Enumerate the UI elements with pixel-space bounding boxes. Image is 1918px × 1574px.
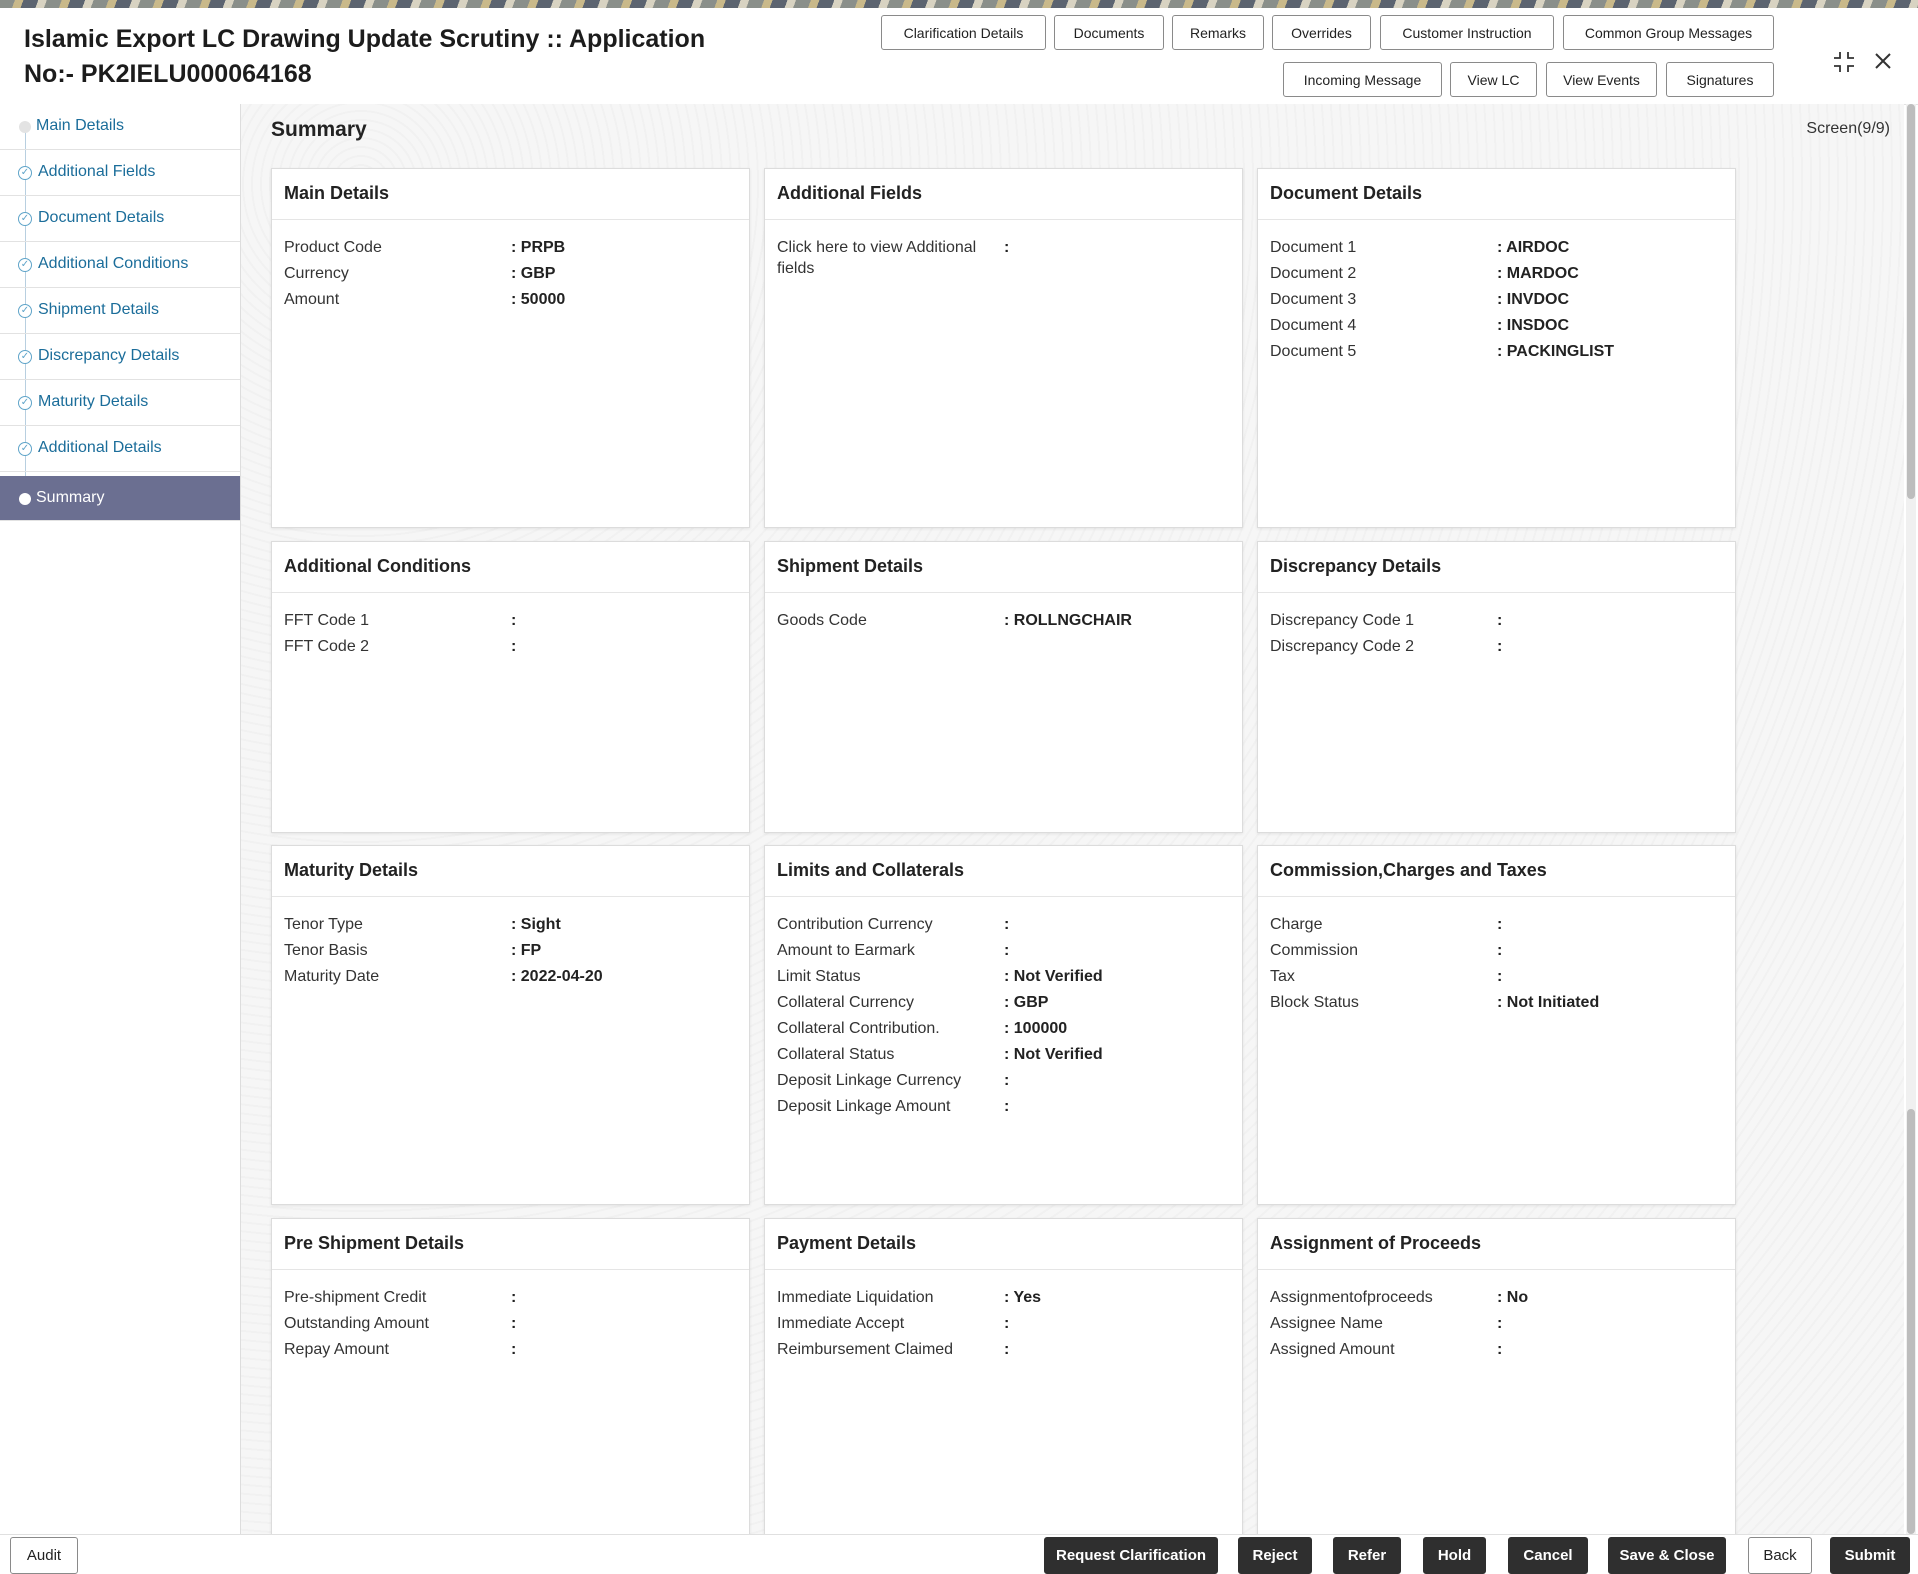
field-value: : 100000 — [1004, 1020, 1068, 1037]
field-value: : Not Verified — [1004, 1046, 1103, 1063]
field-row — [272, 914, 749, 940]
field-row — [272, 940, 749, 966]
card-document-details — [1257, 168, 1736, 528]
sidebar-item-additional-conditions[interactable] — [0, 242, 240, 288]
field-row — [765, 1044, 1242, 1070]
field-label: FFT Code 1 — [284, 612, 370, 629]
check-circle-icon: ✓ — [18, 396, 32, 410]
check-circle-icon: ✓ — [18, 258, 32, 272]
field-label: Amount to Earmark — [777, 942, 915, 959]
field-label: Reimbursement Claimed — [777, 1341, 954, 1358]
field-label: Commission — [1270, 942, 1359, 959]
field-label: Document 5 — [1270, 343, 1357, 360]
field-value: : — [1497, 916, 1503, 933]
field-value: : — [1004, 1315, 1010, 1332]
field-value: : — [1497, 612, 1503, 629]
incoming-message-button[interactable]: Incoming Message — [1283, 62, 1442, 97]
field-value: : Sight — [511, 916, 561, 933]
field-row — [1258, 1339, 1735, 1365]
field-value: : — [1497, 638, 1503, 655]
field-label: Amount — [284, 291, 340, 308]
field-label: Tenor Basis — [284, 942, 368, 959]
field-row — [765, 237, 1242, 283]
view-lc-button[interactable]: View LC — [1450, 62, 1537, 97]
field-value: : Not Verified — [1004, 968, 1103, 985]
field-value: : — [1497, 942, 1503, 959]
field-label: Block Status — [1270, 994, 1359, 1011]
sidebar-nav — [0, 104, 241, 1534]
field-row — [765, 1339, 1242, 1365]
customer-instruction-button[interactable]: Customer Instruction — [1380, 15, 1554, 50]
action-footer — [0, 1534, 1918, 1574]
view-events-button[interactable]: View Events — [1546, 62, 1657, 97]
field-value: : — [511, 612, 517, 629]
card-main-details — [271, 168, 750, 528]
field-value: : — [1004, 1072, 1010, 1089]
field-row — [765, 1070, 1242, 1096]
field-row — [765, 1018, 1242, 1044]
card-additional-conditions — [271, 541, 750, 833]
field-row — [1258, 1287, 1735, 1313]
field-label: Contribution Currency — [777, 916, 933, 933]
summary-content — [241, 104, 1904, 1534]
card-title: Pre Shipment Details — [272, 1219, 749, 1270]
field-label: Document 3 — [1270, 291, 1357, 308]
save-close-button[interactable]: Save & Close — [1608, 1537, 1726, 1574]
field-label: Assignee Name — [1270, 1315, 1383, 1332]
card-title: Document Details — [1258, 169, 1735, 220]
field-label: Tax — [1270, 968, 1295, 985]
field-label: Collateral Contribution. — [777, 1020, 940, 1037]
clarification-details-button[interactable]: Clarification Details — [881, 15, 1046, 50]
field-value: : — [1497, 1341, 1503, 1358]
card-limits-and-collaterals — [764, 845, 1243, 1205]
field-value: : — [511, 1341, 517, 1358]
field-label: Currency — [284, 265, 349, 282]
sidebar-item-label: Document Details — [38, 209, 165, 226]
field-row — [1258, 610, 1735, 636]
page-title: Summary — [271, 118, 367, 141]
field-row — [765, 992, 1242, 1018]
field-value: : AIRDOC — [1497, 239, 1570, 256]
field-row — [272, 237, 749, 263]
vertical-scrollbar[interactable] — [1906, 104, 1916, 1534]
field-value: : — [1004, 239, 1010, 256]
field-row — [1258, 237, 1735, 263]
sidebar-item-main-details[interactable] — [0, 104, 240, 150]
field-row — [272, 263, 749, 289]
field-row — [765, 914, 1242, 940]
card-title: Limits and Collaterals — [765, 846, 1242, 897]
field-value: : MARDOC — [1497, 265, 1579, 282]
check-circle-icon: ✓ — [18, 304, 32, 318]
card-title: Maturity Details — [272, 846, 749, 897]
field-row — [1258, 315, 1735, 341]
field-label: Deposit Linkage Currency — [777, 1072, 962, 1089]
field-label: Product Code — [284, 239, 382, 256]
sidebar-item-additional-details[interactable] — [0, 426, 240, 472]
field-row — [272, 1287, 749, 1313]
sidebar-item-document-details[interactable] — [0, 196, 240, 242]
field-row — [272, 610, 749, 636]
card-title: Shipment Details — [765, 542, 1242, 593]
common-group-messages-button[interactable]: Common Group Messages — [1563, 15, 1774, 50]
card-title: Assignment of Proceeds — [1258, 1219, 1735, 1270]
field-label: Assigned Amount — [1270, 1341, 1395, 1358]
page-header-title: Islamic Export LC Drawing Update Scrutiny :: Application No:- PK2IELU000064168 — [24, 25, 706, 88]
signatures-button[interactable]: Signatures — [1666, 62, 1774, 97]
field-label: Maturity Date — [284, 968, 380, 985]
field-row — [1258, 289, 1735, 315]
field-row — [765, 966, 1242, 992]
field-value: : — [511, 1289, 517, 1306]
sidebar-item-label: Additional Fields — [38, 163, 156, 180]
field-value: : 50000 — [511, 291, 566, 308]
field-value: : — [1497, 968, 1503, 985]
field-value: : FP — [511, 942, 542, 959]
reject-button[interactable]: Reject — [1238, 1537, 1312, 1574]
card-title: Additional Conditions — [272, 542, 749, 593]
field-value: : INSDOC — [1497, 317, 1569, 334]
field-row — [1258, 263, 1735, 289]
field-row — [272, 1339, 749, 1365]
screen-counter: Screen(9/9) — [1806, 120, 1890, 137]
overrides-button[interactable]: Overrides — [1272, 15, 1371, 50]
card-shipment-details — [764, 541, 1243, 833]
card-maturity-details — [271, 845, 750, 1205]
sidebar-item-maturity-details[interactable] — [0, 380, 240, 426]
field-row — [765, 610, 1242, 636]
step-dot-icon — [19, 121, 31, 133]
field-value: : GBP — [511, 265, 556, 282]
card-title: Payment Details — [765, 1219, 1242, 1270]
field-label: Tenor Type — [284, 916, 363, 933]
documents-button[interactable]: Documents — [1054, 15, 1164, 50]
field-row — [272, 636, 749, 662]
audit-button[interactable]: Audit — [10, 1537, 78, 1574]
field-row — [765, 1287, 1242, 1313]
sidebar-item-label: Maturity Details — [38, 393, 149, 410]
field-row — [765, 940, 1242, 966]
field-label: Limit Status — [777, 968, 861, 985]
back-button[interactable]: Back — [1748, 1537, 1812, 1574]
check-circle-icon: ✓ — [18, 166, 32, 180]
field-label: Immediate Accept — [777, 1315, 905, 1332]
field-label: Document 4 — [1270, 317, 1357, 334]
close-icon[interactable] — [1872, 50, 1894, 78]
hold-button[interactable]: Hold — [1423, 1537, 1486, 1574]
sidebar-item-label: Additional Details — [38, 439, 162, 456]
field-value: : No — [1497, 1289, 1529, 1306]
field-row — [765, 1313, 1242, 1339]
field-row — [272, 1313, 749, 1339]
check-circle-icon: ✓ — [18, 442, 32, 456]
sidebar-item-label: Additional Conditions — [38, 255, 189, 272]
field-label: Charge — [1270, 916, 1323, 933]
view-additional-fields-link[interactable]: Click here to view Additional fields — [777, 239, 977, 277]
refer-button[interactable]: Refer — [1333, 1537, 1401, 1574]
field-value: : — [1497, 1315, 1503, 1332]
field-row — [1258, 966, 1735, 992]
field-label: Discrepancy Code 2 — [1270, 638, 1415, 655]
field-value: : 2022-04-20 — [511, 968, 603, 985]
card-payment-details — [764, 1218, 1243, 1548]
top-banner-strip — [0, 0, 1918, 8]
field-label: Assignmentofproceeds — [1270, 1289, 1433, 1306]
sidebar-item-label: Discrepancy Details — [38, 347, 180, 364]
card-discrepancy-details — [1257, 541, 1736, 833]
sidebar-item-label: Summary — [36, 489, 105, 506]
field-row — [765, 1096, 1242, 1122]
field-value: : — [511, 1315, 517, 1332]
collapse-icon[interactable] — [1832, 50, 1856, 80]
field-value: : PACKINGLIST — [1497, 343, 1615, 360]
field-value: : Yes — [1004, 1289, 1042, 1306]
field-value: : — [511, 638, 517, 655]
sidebar-item-shipment-details[interactable] — [0, 288, 240, 334]
field-label: FFT Code 2 — [284, 638, 370, 655]
field-row — [1258, 636, 1735, 662]
sidebar-item-discrepancy-details[interactable] — [0, 334, 240, 380]
request-clarification-button[interactable]: Request Clarification — [1044, 1537, 1218, 1574]
field-value: : PRPB — [511, 239, 566, 256]
field-row — [272, 289, 749, 315]
field-value: : ROLLNGCHAIR — [1004, 612, 1132, 629]
field-value: : — [1004, 1341, 1010, 1358]
field-value: : INVDOC — [1497, 291, 1569, 308]
field-label: Repay Amount — [284, 1341, 389, 1358]
step-dot-icon — [19, 493, 31, 505]
check-circle-icon: ✓ — [18, 350, 32, 364]
field-value: : GBP — [1004, 994, 1049, 1011]
card-title: Commission,Charges and Taxes — [1258, 846, 1735, 897]
field-label: Document 2 — [1270, 265, 1357, 282]
field-value: : — [1004, 916, 1010, 933]
field-label: Collateral Status — [777, 1046, 895, 1063]
card-assignment-of-proceeds — [1257, 1218, 1736, 1548]
field-row — [1258, 992, 1735, 1018]
field-row — [1258, 940, 1735, 966]
field-label: Document 1 — [1270, 239, 1357, 256]
submit-button[interactable]: Submit — [1830, 1537, 1910, 1574]
sidebar-item-label: Main Details — [36, 117, 125, 134]
card-title: Main Details — [272, 169, 749, 220]
scrollbar-thumb[interactable] — [1907, 104, 1915, 499]
field-label: Outstanding Amount — [284, 1315, 429, 1332]
field-label: Goods Code — [777, 612, 867, 629]
scrollbar-thumb[interactable] — [1907, 1109, 1915, 1534]
field-row — [272, 966, 749, 992]
field-label: Collateral Currency — [777, 994, 914, 1011]
field-value: : — [1004, 942, 1010, 959]
app-header — [0, 8, 1918, 105]
field-row — [1258, 1313, 1735, 1339]
field-label: Immediate Liquidation — [777, 1289, 934, 1306]
card-pre-shipment-details — [271, 1218, 750, 1548]
sidebar-item-additional-fields[interactable] — [0, 150, 240, 196]
sidebar-item-label: Shipment Details — [38, 301, 159, 318]
card-commission-charges-taxes — [1257, 845, 1736, 1205]
field-label: Pre-shipment Credit — [284, 1289, 427, 1306]
field-row — [1258, 914, 1735, 940]
card-title: Additional Fields — [765, 169, 1242, 220]
check-circle-icon: ✓ — [18, 212, 32, 226]
field-value: : Not Initiated — [1497, 994, 1600, 1011]
card-additional-fields — [764, 168, 1243, 528]
field-value: : — [1004, 1098, 1010, 1115]
remarks-button[interactable]: Remarks — [1172, 15, 1264, 50]
cancel-button[interactable]: Cancel — [1508, 1537, 1588, 1574]
field-label: Deposit Linkage Amount — [777, 1098, 951, 1115]
card-title: Discrepancy Details — [1258, 542, 1735, 593]
field-label: Discrepancy Code 1 — [1270, 612, 1415, 629]
sidebar-item-summary[interactable] — [0, 476, 240, 521]
field-row — [1258, 341, 1735, 367]
